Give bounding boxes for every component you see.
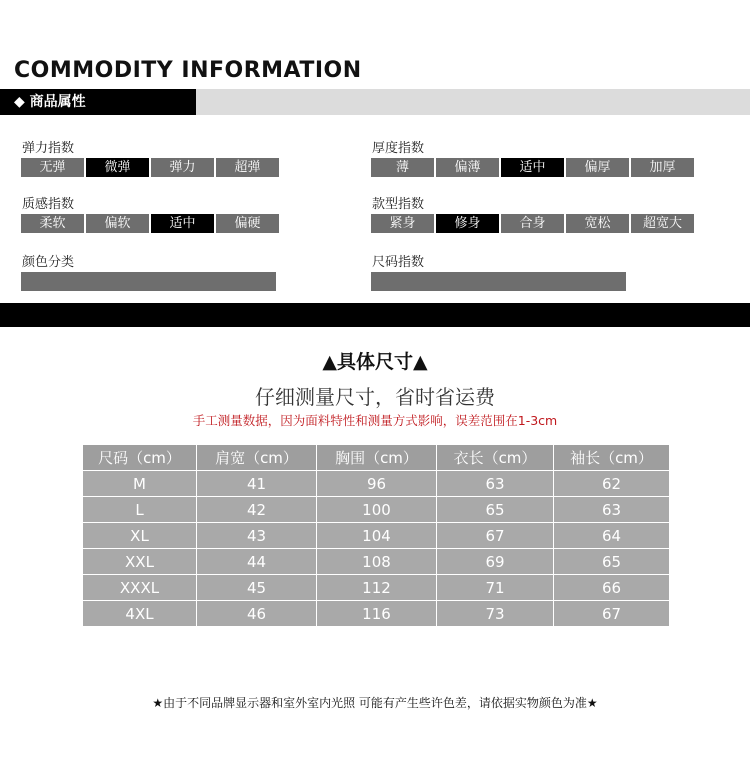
page-title: COMMODITY INFORMATION <box>14 58 362 83</box>
fit-option: 合身 <box>501 214 564 233</box>
size-table-cell: 63 <box>554 497 670 523</box>
fit-option-selected: 修身 <box>436 214 499 233</box>
color-value-bar <box>21 272 276 291</box>
size-table-cell: 45 <box>197 575 317 601</box>
size-table-header-cell: 胸围（cm） <box>317 445 437 471</box>
elasticity-label: 弹力指数 <box>22 141 75 156</box>
size-table-header-cell: 衣长（cm） <box>437 445 554 471</box>
size-table-cell: 66 <box>554 575 670 601</box>
size-table-cell: 4XL <box>83 601 197 627</box>
elasticity-option: 超弹 <box>216 158 279 177</box>
size-table-header-cell: 尺码（cm） <box>83 445 197 471</box>
size-table-cell: 63 <box>437 471 554 497</box>
section-bar-extension <box>196 89 750 115</box>
size-table-header-cell: 肩宽（cm） <box>197 445 317 471</box>
elasticity-option: 无弹 <box>21 158 84 177</box>
fit-option: 紧身 <box>371 214 434 233</box>
size-table-header-cell: 袖长（cm） <box>554 445 670 471</box>
fit-label: 款型指数 <box>372 197 425 212</box>
size-table-cell: L <box>83 497 197 523</box>
size-table-cell: 64 <box>554 523 670 549</box>
size-table-cell: 104 <box>317 523 437 549</box>
color-disclaimer: ★由于不同品牌显示器和室外室内光照 可能有产生些许色差，请依据实物颜色为准★ <box>152 696 598 710</box>
texture-option: 偏硬 <box>216 214 279 233</box>
size-table-row <box>83 575 670 601</box>
size-section-subheading: 仔细测量尺寸，省时省运费 <box>255 385 495 409</box>
size-table-cell: 42 <box>197 497 317 523</box>
section-subtitle: ◆ 商品属性 <box>14 94 86 110</box>
thickness-option: 偏厚 <box>566 158 629 177</box>
size-table-cell: XXXL <box>83 575 197 601</box>
size-table-row <box>83 497 670 523</box>
fit-option: 超宽大 <box>631 214 694 233</box>
size-table-header-row <box>83 445 670 471</box>
size-section-heading: ▲具体尺寸▲ <box>322 351 428 373</box>
fit-option: 宽松 <box>566 214 629 233</box>
size-table-cell: XXL <box>83 549 197 575</box>
size-table-cell: 44 <box>197 549 317 575</box>
elasticity-options <box>21 158 281 177</box>
size-table-cell: 71 <box>437 575 554 601</box>
thickness-option: 偏薄 <box>436 158 499 177</box>
section-divider-band <box>0 303 750 327</box>
size-table-cell: 41 <box>197 471 317 497</box>
texture-option: 柔软 <box>21 214 84 233</box>
size-table-cell: 46 <box>197 601 317 627</box>
size-table-cell: 69 <box>437 549 554 575</box>
thickness-options <box>371 158 696 177</box>
size-table-row <box>83 523 670 549</box>
thickness-option: 薄 <box>371 158 434 177</box>
thickness-label: 厚度指数 <box>372 141 425 156</box>
size-table-cell: M <box>83 471 197 497</box>
size-table-cell: 73 <box>437 601 554 627</box>
color-label: 颜色分类 <box>22 255 75 270</box>
size-table <box>82 444 670 627</box>
size-table-cell: 67 <box>554 601 670 627</box>
texture-option: 偏软 <box>86 214 149 233</box>
size-index-value-bar <box>371 272 626 291</box>
thickness-option-selected: 适中 <box>501 158 564 177</box>
size-table-cell: XL <box>83 523 197 549</box>
elasticity-option: 弹力 <box>151 158 214 177</box>
thickness-option: 加厚 <box>631 158 694 177</box>
size-table-cell: 43 <box>197 523 317 549</box>
size-table-cell: 112 <box>317 575 437 601</box>
size-table-row <box>83 601 670 627</box>
texture-option-selected: 适中 <box>151 214 214 233</box>
elasticity-option-selected: 微弹 <box>86 158 149 177</box>
size-index-label: 尺码指数 <box>372 255 425 270</box>
size-table-row <box>83 549 670 575</box>
size-measurement-note: 手工测量数据，因为面料特性和测量方式影响，误差范围在1-3cm <box>192 413 558 428</box>
size-table-row <box>83 471 670 497</box>
size-table-cell: 96 <box>317 471 437 497</box>
size-table-cell: 65 <box>554 549 670 575</box>
size-table-cell: 100 <box>317 497 437 523</box>
size-table-cell: 65 <box>437 497 554 523</box>
fit-options <box>371 214 696 233</box>
texture-label: 质感指数 <box>22 197 75 212</box>
size-table-cell: 108 <box>317 549 437 575</box>
size-table-cell: 116 <box>317 601 437 627</box>
texture-options <box>21 214 281 233</box>
size-table-cell: 62 <box>554 471 670 497</box>
size-table-cell: 67 <box>437 523 554 549</box>
